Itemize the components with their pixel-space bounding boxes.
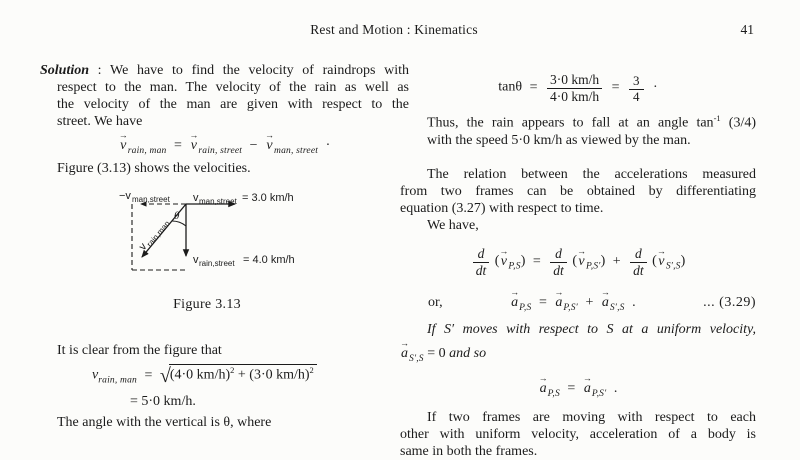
body-line: The angle with the vertical is θ, where: [57, 415, 272, 431]
equals-sign: =: [611, 79, 620, 95]
v-rain-street-value: = 4.0 km/h: [243, 254, 295, 267]
subscript: P,S: [547, 389, 560, 400]
subscript: S′,S: [609, 302, 625, 313]
equals-sign: =: [567, 381, 576, 397]
body-line: other with uniform velocity, acceleration of a body is: [400, 426, 756, 442]
v-rain-street-subscript: rain,street: [199, 259, 235, 269]
vector-arrow-icon: →: [538, 373, 548, 384]
subscript: rain, street: [198, 145, 243, 156]
equation-speed-magnitude: [40, 362, 409, 388]
figure-intro-line: Figure (3.13) shows the velocities.: [57, 161, 251, 177]
plus-sign: +: [585, 295, 594, 311]
radicand: (4·0 km/h)$^2$ + (3·0 km/h)$^2$: [169, 364, 317, 383]
terminal-dot: .: [613, 381, 618, 397]
subscript: P,S′: [585, 261, 601, 272]
vector-a-ps: → a: [510, 287, 520, 311]
page-number: 41: [740, 22, 754, 37]
or-label: or,: [428, 295, 443, 311]
equals-sign: =: [538, 295, 547, 311]
vector-v-ps: → v: [499, 245, 509, 269]
body-line-italic: If S′ moves with respect to S at a uniform velocity,: [427, 322, 756, 338]
vector-diagram: [102, 186, 354, 278]
equals-sign: =: [529, 79, 538, 95]
solution-colon: :: [89, 63, 110, 78]
vector-arrow-icon: →: [118, 130, 128, 140]
figure-caption: Figure 3.13: [173, 297, 241, 313]
equals-sign: =: [144, 367, 153, 383]
subscript: P,S: [508, 261, 521, 272]
equation-differentiation: [400, 241, 756, 285]
subscript: P,S′: [563, 302, 578, 313]
open-paren: (: [652, 253, 657, 269]
body-line: If two frames are moving with respect to each: [427, 409, 756, 425]
body-line: equation (3.27) with respect to time.: [400, 201, 604, 217]
vector-arrow-icon: →: [656, 245, 666, 256]
open-paren: (: [494, 253, 500, 269]
close-paren: ): [520, 253, 526, 269]
body-line: The relation between the accelerations measured: [427, 167, 756, 183]
right-column: [400, 56, 756, 460]
superscript-minus-one: -1: [713, 113, 721, 124]
terminal-dot: .: [632, 295, 636, 311]
fraction-speeds: $\frac{3\cdot 0 km/h}{4\cdot 0 km/h}$: [547, 72, 602, 104]
v-symbol: v: [92, 367, 99, 383]
vector-arrow-icon: →: [189, 130, 199, 140]
neg-v-man-street-subscript: man,street: [132, 195, 170, 205]
vector-a-ps-prime: → a: [554, 287, 564, 311]
close-paren: ): [600, 253, 606, 269]
equation-relative-velocity: [40, 130, 409, 160]
terminal-dot: ·: [653, 79, 658, 95]
equation-3-29: [510, 287, 636, 313]
d-dt-fraction: $\frac{d}{dt}$: [630, 246, 647, 278]
svg-text:rain,man: rain,man: [145, 219, 172, 249]
example-conclusion-line: Thus, the rain appears to fall at an angle $\tan^{-1} (3/4)$: [427, 113, 756, 132]
vector-a-sprime-s: → a: [400, 338, 409, 362]
v-rain-man-rotated-label: [137, 216, 172, 254]
theta-label: θ: [174, 210, 180, 223]
minus-sign: −: [249, 138, 258, 153]
vector-arrow-icon: →: [554, 287, 564, 298]
body-line: It is clear from the figure that: [57, 343, 222, 359]
vector-a-ps: → a: [538, 373, 548, 397]
vector-a-sprime-s: → a: [600, 287, 610, 311]
d-dt-fraction: $\frac{d}{dt}$: [473, 246, 490, 278]
square-root: [159, 364, 317, 387]
body-line-with-vector: → a $_{S',S}$ = 0 and so: [400, 338, 487, 365]
tan-theta: tanθ: [498, 79, 523, 95]
solution-label: Solution: [40, 63, 90, 78]
open-paren: (: [572, 253, 577, 269]
radical-sign: √: [159, 364, 171, 387]
subscript: P,S′: [591, 389, 607, 400]
solution-paragraph-line: street. We have: [57, 114, 143, 129]
solution-paragraph-line: respect to the man. The velocity of the rain as well as: [57, 80, 409, 95]
example-conclusion-line: with the speed 5·0 km/h as viewed by the man.: [427, 133, 691, 149]
solution-paragraph-line: the velocity of the man are given with respect to the: [57, 97, 409, 112]
vector-v-ps-prime: → v: [576, 245, 586, 269]
subscript: P,S: [519, 302, 532, 313]
subscript: S′,S: [409, 354, 424, 365]
body-line: same in both the frames.: [400, 443, 538, 459]
equation-speed-result: = 5·0 km/h.: [130, 394, 196, 410]
body-line: We have,: [427, 218, 479, 234]
vector-arrow-icon: →: [400, 338, 409, 349]
v-rain-street-label: v: [193, 254, 199, 267]
subscript: rain, man: [98, 375, 137, 386]
v-man-street-label: v: [193, 192, 199, 205]
left-column: [40, 58, 409, 431]
vector-arrow-icon: →: [265, 130, 275, 140]
equation-tan-theta: [400, 68, 756, 110]
vector-v-sprime-s: → v: [656, 245, 666, 269]
vector-v-man-street: → v: [265, 130, 275, 153]
vector-v-rain-street: → v: [189, 130, 199, 153]
body-text: We have to find the velocity of raindrops with: [109, 63, 410, 78]
neg-v-man-street-label: −v: [119, 190, 131, 203]
vector-arrow-icon: →: [600, 287, 610, 298]
equation-number: ... (3.29): [703, 295, 756, 311]
vector-arrow-icon: →: [499, 245, 509, 256]
vector-arrow-icon: →: [582, 373, 592, 384]
figure-3-13: [102, 186, 354, 313]
d-dt-fraction: $\frac{d}{dt}$: [550, 246, 567, 278]
subscript: S′,S: [665, 261, 681, 272]
vector-arrow-icon: →: [510, 287, 520, 298]
equation-accelerations-equal: [400, 373, 756, 403]
fraction-three-fourths: $\frac{3}{4}$: [629, 74, 644, 105]
vector-v-rain-man: → v: [118, 130, 128, 153]
plus-sign: +: [612, 253, 621, 269]
equals-sign: =: [173, 138, 182, 153]
close-paren: ): [680, 253, 686, 269]
running-header-title: Rest and Motion : Kinematics: [310, 22, 478, 37]
vector-a-ps-prime: → a: [582, 373, 592, 397]
solution-paragraph-line: [40, 62, 409, 79]
equation-3-29-row: [400, 288, 756, 315]
terminal-dot: ·: [325, 138, 331, 153]
svg-text:v: v: [136, 241, 150, 254]
body-line: from two frames can be obtained by differentiating: [400, 184, 756, 200]
equals-sign: =: [532, 253, 541, 269]
subscript: man, street: [274, 145, 319, 156]
subscript: rain, man: [127, 145, 167, 156]
v-man-street-subscript: man,street: [199, 197, 237, 207]
v-man-street-value: = 3.0 km/h: [242, 192, 294, 205]
vector-arrow-icon: →: [576, 245, 586, 256]
